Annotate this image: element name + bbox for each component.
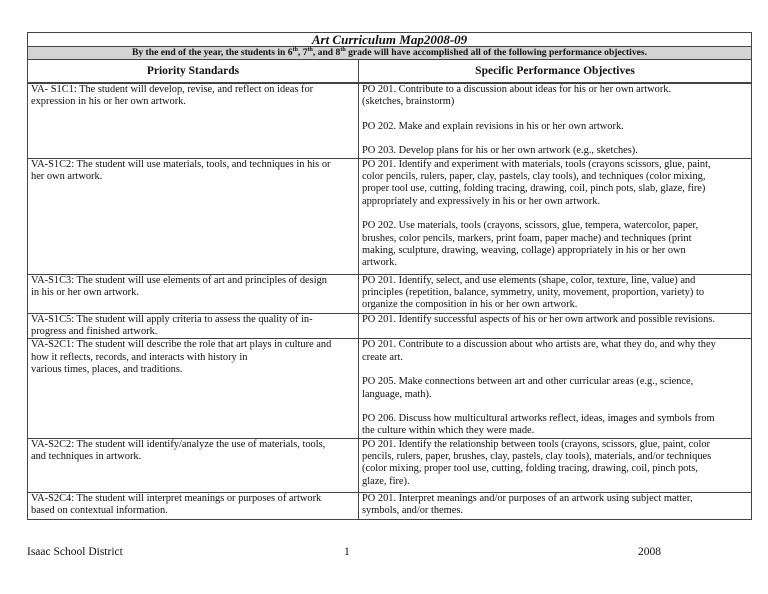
standard-cell <box>28 438 359 492</box>
text-line: principles (repetition, balance, symmetry, unity, movement, proportion, variety) to <box>362 287 705 299</box>
objectives-cell <box>359 438 752 492</box>
paragraph <box>362 339 748 364</box>
paragraph <box>31 314 355 339</box>
objectives-cell <box>359 83 752 158</box>
document-title: Art Curriculum Map2008-09 <box>28 33 752 47</box>
standard-cell <box>28 313 359 339</box>
text-line: appropriately and expressively in his or her own artwork. <box>362 195 601 207</box>
objectives-cell <box>359 274 752 313</box>
text-line: PO 206. Discuss how multicultural artworks reflect, ideas, images and symbols from <box>362 413 715 425</box>
text-line: PO 205. Make connections between art and other curricular areas (e.g., science, <box>362 376 694 388</box>
paragraph <box>362 145 748 157</box>
objectives-cell <box>359 158 752 274</box>
text-line: proper tool use, cutting, folding tracing, drawing, coil, pinch pots, slab, glaze, fire) <box>362 183 706 195</box>
table-row <box>28 313 752 339</box>
text-line: expression in his or her own artwork. <box>31 96 186 108</box>
text-line: brushes, color pencils, markers, print foam, paper mache) and techniques (print <box>362 232 692 244</box>
text-line: and techniques in artwork. <box>31 451 142 463</box>
text-line: (color mixing, proper tool use, cutting, folding tracing, drawing, coil, pinch pots, <box>362 463 698 475</box>
text-line: her own artwork. <box>31 171 103 183</box>
text-line: PO 201. Interpret meanings and/or purposes of an artwork using subject matter, <box>362 492 693 504</box>
paragraph <box>362 376 748 401</box>
text-line: VA- S1C1: The student will develop, revise, and reflect on ideas for <box>31 84 314 95</box>
text-line: the culture within which they were made. <box>362 425 535 437</box>
paragraph <box>31 493 355 518</box>
objectives-cell <box>359 313 752 339</box>
text-line: PO 201. Identify the relationship between tools (crayons, scissors, glue, paint, color <box>362 438 711 450</box>
text-line: PO 201. Identify successful aspects of his or her own artwork and possible revisions. <box>362 313 715 325</box>
text-line: PO 202. Make and explain revisions in his or her own artwork. <box>362 120 624 132</box>
paragraph <box>362 121 748 133</box>
standard-cell <box>28 83 359 158</box>
objectives-cell <box>359 339 752 438</box>
superscript: th <box>307 46 313 53</box>
text-line: progress and finished artwork. <box>31 326 158 338</box>
paragraph <box>31 84 355 109</box>
text-line: VA-S2C2: The student will identify/analyze the use of materials, tools, <box>31 438 326 450</box>
superscript: th <box>340 46 346 53</box>
subtitle-text: , and 8 <box>312 47 341 58</box>
text-line: how it reflects, records, and interacts with history in <box>31 351 248 363</box>
subtitle-text: By the end of the year, the students in 6 <box>131 47 293 58</box>
text-line: VA-S1C5: The student will apply criteria to assess the quality of in- <box>31 313 313 325</box>
paragraph <box>31 275 355 300</box>
curriculum-table <box>27 32 752 520</box>
header-performance-objectives: Specific Performance Objectives <box>359 60 752 84</box>
text-line: language, math). <box>362 388 432 400</box>
text-line: artwork. <box>362 257 397 269</box>
paragraph <box>362 493 748 518</box>
text-line: (sketches, brainstorm) <box>362 96 455 108</box>
objectives-cell <box>359 492 752 519</box>
subtitle-text: grade will have accomplished all of the following performance objectives. <box>345 47 648 58</box>
text-line: PO 201. Contribute to a discussion about ideas for his or her own artwork. <box>362 84 672 95</box>
standard-cell <box>28 274 359 313</box>
text-line: various times, places, and traditions. <box>31 363 183 375</box>
subtitle-text: , 7 <box>297 47 308 58</box>
text-line: PO 203. Develop plans for his or her own artwork (e.g., sketches). <box>362 145 638 157</box>
table-row <box>28 158 752 274</box>
text-line: making, sculpture, drawing, weaving, collage) appropriately in his or her own <box>362 244 686 256</box>
text-line: VA-S2C4: The student will interpret meanings or purposes of artwork <box>31 492 322 504</box>
text-line: create art. <box>362 351 403 363</box>
text-line: VA-S2C1: The student will describe the role that art plays in culture and <box>31 339 332 351</box>
paragraph <box>362 314 748 326</box>
text-line: based on contextual information. <box>31 505 168 517</box>
table-row <box>28 339 752 438</box>
text-line: PO 202. Use materials, tools (crayons, scissors, glue, tempera, watercolor, paper, <box>362 220 699 232</box>
table-row <box>28 438 752 492</box>
subtitle <box>28 47 752 60</box>
text-line: PO 201. Contribute to a discussion about who artists are, what they do, and why they <box>362 339 716 351</box>
paragraph <box>31 439 355 464</box>
paragraph <box>362 159 748 208</box>
footer-year: 2008 <box>638 546 661 558</box>
table-row <box>28 83 752 158</box>
text-line: organize the composition in his or her own artwork. <box>362 299 578 311</box>
table-row <box>28 492 752 519</box>
text-line: glaze, fire). <box>362 475 410 487</box>
text-line: VA-S1C3: The student will use elements of art and principles of design <box>31 274 327 286</box>
standard-cell <box>28 339 359 438</box>
paragraph <box>31 339 355 376</box>
standard-cell <box>28 492 359 519</box>
paragraph <box>362 275 748 312</box>
paragraph <box>31 159 355 184</box>
header-priority-standards: Priority Standards <box>28 60 359 84</box>
paragraph <box>362 84 748 109</box>
table-row <box>28 274 752 313</box>
paragraph <box>362 220 748 269</box>
superscript: th <box>292 46 298 53</box>
text-line: PO 201. Identify and experiment with materials, tools (crayons scissors, glue, paint, <box>362 158 711 170</box>
text-line: symbols, and/or themes. <box>362 505 464 517</box>
text-line: color pencils, rulers, paper, clay, pastels, clay tools), and techniques (color mixing, <box>362 171 706 183</box>
footer-district: Isaac School District <box>27 546 123 558</box>
text-line: PO 201. Identify, select, and use elements (shape, color, texture, line, value) and <box>362 274 696 286</box>
footer-page-number: 1 <box>344 546 350 558</box>
paragraph <box>362 413 748 438</box>
standard-cell <box>28 158 359 274</box>
paragraph <box>362 439 748 488</box>
text-line: pencils, rulers, paper, brushes, clay, pastels, clay tools), materials, and/or techniques <box>362 451 712 463</box>
text-line: VA-S1C2: The student will use materials, tools, and techniques in his or <box>31 158 331 170</box>
text-line: in his or her own artwork. <box>31 287 139 299</box>
